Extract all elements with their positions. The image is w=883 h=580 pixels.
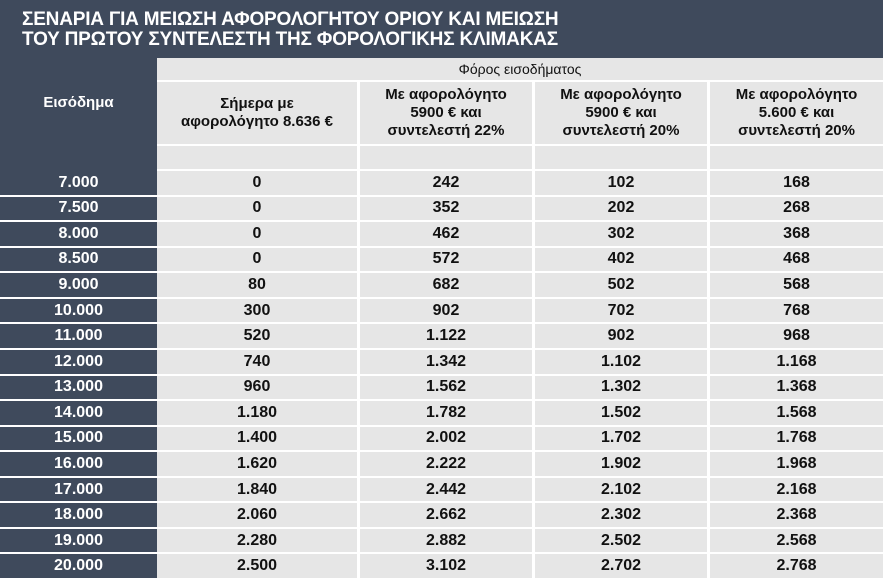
income-cell: 12.000 [0,350,157,376]
tax-cell: 2.702 [532,554,707,580]
tax-cell: 568 [707,273,883,299]
column-header-line: Με αφορολόγητο [560,86,682,103]
income-cell: 15.000 [0,427,157,453]
table-row [0,171,883,197]
table-row [0,273,883,299]
income-cell: 7.000 [0,171,157,197]
column-header-line: συντελεστή 22% [387,122,505,139]
tax-cell: 2.002 [357,427,532,453]
tax-cell: 520 [157,324,357,350]
table-row [0,452,883,478]
column-header-1 [157,82,357,146]
tax-cell: 402 [532,248,707,274]
tax-scenarios-table [0,58,883,580]
table-row [0,503,883,529]
tax-cell: 268 [707,197,883,223]
tax-cell: 0 [157,222,357,248]
tax-cell: 1.502 [532,401,707,427]
tax-cell: 168 [707,171,883,197]
tax-cell: 2.568 [707,529,883,555]
tax-cell: 2.060 [157,503,357,529]
income-cell: 13.000 [0,376,157,402]
column-header-2 [357,82,532,146]
tax-cell: 1.568 [707,401,883,427]
column-header-line: συντελεστή 20% [738,122,855,139]
tax-cell: 202 [532,197,707,223]
tax-cell: 0 [157,248,357,274]
tax-cell: 1.400 [157,427,357,453]
header-spacer-cell [157,146,357,171]
table-row [0,376,883,402]
table-row [0,350,883,376]
table-row [0,529,883,555]
tax-cell: 1.368 [707,376,883,402]
tax-cell: 0 [157,197,357,223]
tax-cell: 768 [707,299,883,325]
table-row [0,554,883,580]
column-header-line: 5900 € και [585,104,657,121]
tax-cell: 1.840 [157,478,357,504]
tax-cell: 960 [157,376,357,402]
tax-cell: 302 [532,222,707,248]
tax-cell: 300 [157,299,357,325]
tax-cell: 502 [532,273,707,299]
tax-cell: 1.782 [357,401,532,427]
tax-cell: 2.302 [532,503,707,529]
income-cell: 20.000 [0,554,157,580]
tax-cell: 1.620 [157,452,357,478]
table-row [0,222,883,248]
group-header-label: Φόρος εισοδήματος [458,61,582,77]
column-header-line: συντελεστή 20% [562,122,680,139]
header-spacer-cell [532,146,707,171]
tax-cell: 2.280 [157,529,357,555]
title-line-2: ΤΟΥ ΠΡΩΤΟΥ ΣΥΝΤΕΛΕΣΤΗ ΤΗΣ ΦΟΡΟΛΟΓΙΚΗΣ ΚΛΙΜΑΚΑΣ [22,29,558,50]
income-cell: 7.500 [0,197,157,223]
tax-cell: 2.368 [707,503,883,529]
table-title [0,0,883,58]
tax-cell: 368 [707,222,883,248]
tax-cell: 3.102 [357,554,532,580]
column-header-line: αφορολόγητο 8.636 € [180,113,334,130]
tax-cell: 2.168 [707,478,883,504]
tax-cell: 1.168 [707,350,883,376]
tax-cell: 2.502 [532,529,707,555]
table-row [0,324,883,350]
title-line-1: ΣΕΝΑΡΙΑ ΓΙΑ ΜΕΙΩΣΗ ΑΦΟΡΟΛΟΓΗΤΟΥ ΟΡΙΟΥ ΚΑΙ ΜΕΙΩΣΗ [22,9,559,30]
column-header-line: Με αφορολόγητο [735,86,858,103]
table-row [0,427,883,453]
tax-cell: 0 [157,171,357,197]
tax-cell: 242 [357,171,532,197]
tax-cell: 2.222 [357,452,532,478]
tax-cell: 1.968 [707,452,883,478]
header-spacer-cell [707,146,883,171]
income-cell: 9.000 [0,273,157,299]
tax-cell: 2.102 [532,478,707,504]
tax-cell: 1.768 [707,427,883,453]
income-column-header [0,58,157,171]
tax-cell: 1.702 [532,427,707,453]
tax-cell: 740 [157,350,357,376]
tax-cell: 352 [357,197,532,223]
income-cell: 19.000 [0,529,157,555]
income-tax-group-header [157,58,883,82]
tax-cell: 2.500 [157,554,357,580]
income-cell: 10.000 [0,299,157,325]
income-cell: 8.000 [0,222,157,248]
tax-cell: 968 [707,324,883,350]
tax-cell: 1.102 [532,350,707,376]
column-header-line: Σήμερα με [220,95,294,112]
tax-cell: 1.562 [357,376,532,402]
tax-cell: 572 [357,248,532,274]
tax-cell: 702 [532,299,707,325]
tax-cell: 1.180 [157,401,357,427]
tax-cell: 902 [357,299,532,325]
tax-cell: 1.302 [532,376,707,402]
tax-cell: 102 [532,171,707,197]
tax-cell: 1.902 [532,452,707,478]
income-header-label: Εισόδημα [43,94,114,111]
income-cell: 18.000 [0,503,157,529]
tax-cell: 2.768 [707,554,883,580]
column-header-line: Με αφορολόγητο [385,86,507,103]
header-spacer-cell [357,146,532,171]
tax-cell: 80 [157,273,357,299]
tax-cell: 462 [357,222,532,248]
table-row [0,478,883,504]
income-cell: 17.000 [0,478,157,504]
column-header-4 [707,82,883,146]
tax-cell: 468 [707,248,883,274]
table-row [0,299,883,325]
income-cell: 16.000 [0,452,157,478]
column-header-3 [532,82,707,146]
tax-cell: 2.882 [357,529,532,555]
income-cell: 8.500 [0,248,157,274]
tax-cell: 2.662 [357,503,532,529]
column-header-line: 5.600 € και [758,104,835,121]
table-row [0,197,883,223]
tax-cell: 902 [532,324,707,350]
tax-cell: 1.342 [357,350,532,376]
column-header-line: 5900 € και [410,104,482,121]
table-row [0,248,883,274]
tax-cell: 682 [357,273,532,299]
tax-cell: 2.442 [357,478,532,504]
income-cell: 11.000 [0,324,157,350]
tax-cell: 1.122 [357,324,532,350]
table-row [0,401,883,427]
income-cell: 14.000 [0,401,157,427]
